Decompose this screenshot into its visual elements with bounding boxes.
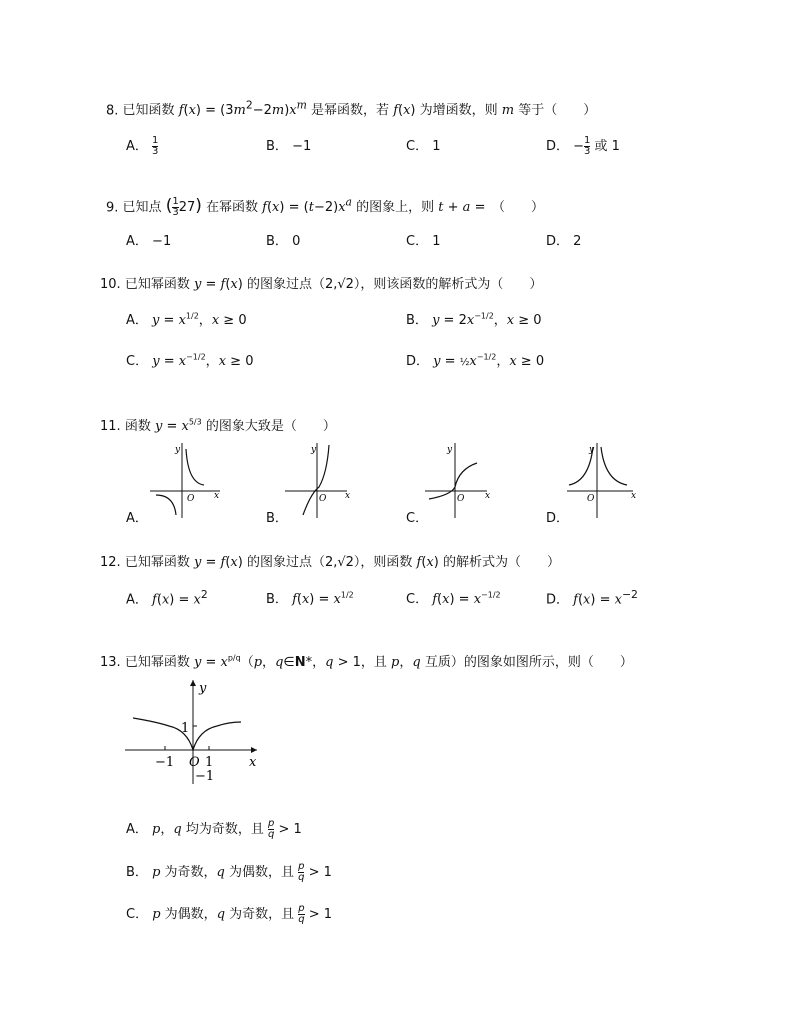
question-number: 11. [100, 419, 121, 434]
origin-label: O [319, 494, 327, 504]
q9-option-a[interactable] [126, 230, 171, 249]
q10-option-a[interactable]: A． $y = x^{1/2}$，x ≥ 0 [126, 311, 247, 328]
origin-label: O [189, 755, 200, 770]
question-number: 8. [106, 103, 119, 119]
origin-label: O [587, 494, 595, 504]
option-label: A． [126, 139, 148, 154]
option-label: B． [126, 865, 148, 880]
option-label: C． [406, 234, 429, 249]
y-tick-neg-one: −1 [195, 769, 215, 784]
y-axis-label: y [175, 445, 181, 455]
x-axis-label: x [631, 491, 637, 501]
option-label: A． [126, 313, 148, 328]
q9-option-d[interactable] [546, 230, 581, 249]
option-text: 1 [432, 234, 441, 249]
option-label: C． [126, 354, 149, 369]
y-axis-label: y [447, 445, 453, 455]
graph-option-c[interactable] [425, 443, 500, 518]
option-label: B． [266, 234, 288, 249]
q8-option-d[interactable]: D． −1 3 或 1 [546, 135, 620, 157]
q13-graph [125, 678, 265, 788]
option-label: C． [406, 592, 429, 607]
q8-option-c[interactable] [406, 135, 441, 154]
option-text: 2 [573, 234, 582, 249]
x-tick-one: 1 [205, 755, 214, 770]
q12-option-a[interactable]: A． $f(x) = x^2$ [126, 588, 208, 608]
option-label: D． [546, 592, 570, 608]
q8-option-b[interactable] [266, 135, 311, 154]
x-tick-neg-one: −1 [155, 755, 175, 770]
origin-label: O [457, 494, 465, 504]
x-axis-label: x [485, 491, 491, 501]
option-text: 1 [432, 139, 441, 154]
x-axis-label: x [345, 491, 351, 501]
q10-option-d[interactable]: D． $y = \frac{1}{2}x^{-1/2}$，x ≥ 0 [406, 352, 545, 369]
y-axis-label: y [311, 445, 317, 455]
y-axis-label: y [589, 445, 595, 455]
q13-option-a[interactable]: A． p，q 均为奇数，且 $\frac{p}{q}$ > 1 [126, 818, 302, 840]
x-axis-label: x [214, 491, 220, 501]
graph-option-a[interactable] [150, 443, 230, 518]
q11-option-a-label: A． [126, 511, 148, 526]
option-label: C． [406, 139, 429, 154]
q9-option-c[interactable] [406, 230, 441, 249]
option-text: −1 [292, 139, 312, 154]
question-11-stem: 11. 函数 $y = x^{5/3}$ 的图象大致是（ ） [100, 417, 336, 434]
question-number: 9. [106, 200, 119, 216]
q11-option-d-label: D． [546, 511, 570, 526]
q12-option-c[interactable]: C． $f(x) = x^{-1/2}$ [406, 590, 501, 607]
option-label: A． [126, 234, 148, 249]
question-number: 13. [100, 655, 121, 670]
option-label: B． [266, 592, 288, 607]
option-label: A． [126, 822, 148, 837]
option-label: C． [126, 907, 149, 922]
option-label: D． [546, 139, 570, 154]
graph-option-d[interactable] [567, 443, 642, 518]
option-text: 0 [292, 234, 301, 249]
q9-option-b[interactable] [266, 230, 300, 249]
q10-option-c[interactable]: C． $y = x^{-1/2}$，x ≥ 0 [126, 352, 254, 369]
option-label: B． [406, 313, 428, 328]
fraction: 1 3 [152, 135, 159, 157]
q12-option-b[interactable]: B． $f(x) = x^{1/2}$ [266, 590, 354, 607]
fraction: 1 3 [584, 135, 591, 157]
y-axis-label: y [199, 681, 207, 696]
question-number: 10. [100, 277, 121, 292]
q12-option-d[interactable]: D． $f(x) = x^{-2}$ [546, 588, 638, 608]
question-8-stem: 8. 已知函数 $f(x) = (3m^2-2m)x^m$ 是幂函数，若 f(x) 为增函数，则 m 等于（ ） [106, 99, 597, 119]
q13-option-b[interactable]: B． p 为奇数，q 为偶数，且 $\frac{p}{q}$ > 1 [126, 861, 332, 883]
question-10-stem: 10. 已知幂函数 y = f(x) 的图象过点（2,√2），则该函数的解析式为（ ） [100, 277, 543, 292]
option-label: D． [546, 234, 570, 249]
question-13-stem: 13. 已知幂函数 $y = x^{p/q}(p$，q∈N*，q > 1，且 p，q 互质）的图象如图所示，则（ ） [100, 653, 633, 670]
q8-option-a[interactable] [126, 135, 158, 157]
graph-option-b[interactable] [285, 443, 360, 518]
y-tick-one: 1 [181, 721, 190, 736]
x-axis-label: x [249, 755, 257, 770]
origin-label: O [187, 494, 195, 504]
q13-option-c[interactable]: C． p 为偶数，q 为奇数，且 $\frac{p}{q}$ > 1 [126, 903, 333, 925]
option-label: D． [406, 354, 430, 369]
option-label: A． [126, 592, 148, 608]
option-label: B． [266, 139, 288, 154]
question-number: 12. [100, 555, 121, 570]
question-12-stem: 12. 已知幂函数 y = f(x) 的图象过点（2,√2），则函数 f(x) 的解析式为（ ） [100, 555, 560, 570]
q11-option-b-label: B． [266, 511, 288, 526]
q10-option-b[interactable]: B． $y = 2x^{-1/2}$，x ≥ 0 [406, 311, 542, 328]
question-9-stem: 9. 已知点 (1 3 27) 在幂函数 $f(x) = (t-2)x^a$ 的图象上，则 t + a = （ ） [106, 196, 544, 219]
option-text: −1 [152, 234, 172, 249]
q11-option-c-label: C． [406, 511, 429, 526]
